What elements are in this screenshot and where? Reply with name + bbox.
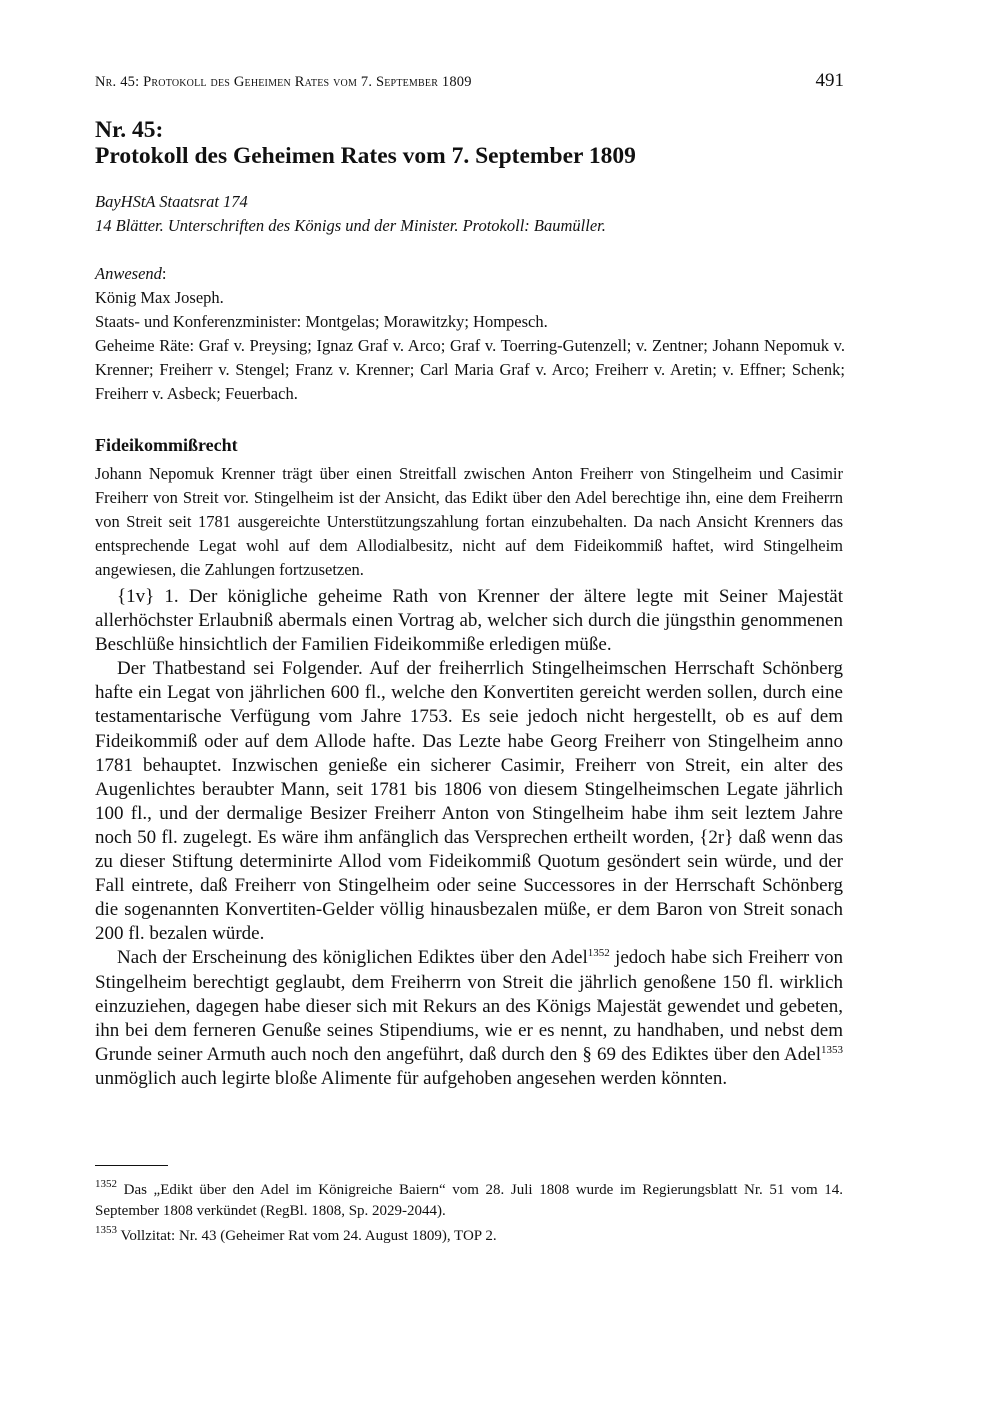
footnote-reference[interactable]: 1352 xyxy=(587,947,610,960)
attendance-list xyxy=(95,262,845,406)
footnote-reference[interactable]: 1353 xyxy=(821,1043,843,1056)
section-heading: Fideikommißrecht xyxy=(95,435,238,455)
attendance-label-colon: : xyxy=(161,264,167,283)
document-number: Nr. 45: xyxy=(95,117,164,143)
document-title xyxy=(95,117,855,169)
attendance-label: Anwesend xyxy=(95,264,162,283)
footnote-item xyxy=(95,1180,843,1222)
page-number: 491 xyxy=(815,70,844,91)
protocol-body xyxy=(95,585,843,1091)
footnote-text: Vollzitat: Nr. 43 (Geheimer Rat vom 24. August 1809), TOP 2. xyxy=(117,1228,497,1244)
attendee-ministers: Staats- und Konferenzminister: Montgelas; Morawitzky; Hompesch. xyxy=(95,312,548,331)
body-text-segment: jedoch habe sich Freiherr von Stingelheim berechtigt geglaubt, dem Freiherrn von Streit die jährlich genoßene 150 fl. wirklich einzuziehen, dagegen habe dieser sich mit Rekurs an des Königs Majestät gewendet und gebeten, ihn bei dem ferneren Genuße seines Stipendiums, wie er es nennt, zu handhaben, und nebst dem Grunde seiner Armuth auch noch den angeführt, daß durch den § 69 des Ediktes über den Adel xyxy=(95,947,844,1065)
body-paragraph: Der Thatbestand sei Folgender. Auf der freiherrlich Stingelheimschen Herrschaft Schönberg hafte ein Legat von jährlichen 600 fl., welche den Konvertiten gereicht werden sollen, durch eine testamentarische Verfügung vom Jahre 1753. Es seie jedoch nicht hergestellt, ob es auf dem Fideikommiß oder auf dem Allode hafte. Das Lezte habe Georg Freiherr von Stingelheim anno 1781 behauptet. Inzwischen genieße ein sicherer Casimir, Freiherr von Streit, ein alter des Augenlichtes beraubter Mann, seit 1781 bis 1806 von diesem Stingelheimschen Legate jährlich 100 fl., und der dermalige Besizer Freiherr Anton von Stingelheim habe ihm seit leztem Jahre noch 50 fl. zugelegt. Es wäre ihm anfänglich das Versprechen ertheilt worden, {2r} daß wenn das zu dieser Stiftung determinirte Allod vom Fideikommiß Quotum gesöndert sein würde, und der Fall eintrete, daß Freiherr von Stingelheim oder seine Successores in der Herrschaft Schönberg die sogenannten Konvertiten-Gelder völlig hinausbezalen müße, er dem Baron von Streit sonach 200 fl. bezalen würde. xyxy=(95,658,843,945)
footnote-divider xyxy=(95,1165,168,1166)
attendance-label-line xyxy=(95,262,845,286)
source-reference xyxy=(95,190,855,238)
section-summary: Johann Nepomuk Krenner trägt über einen Streitfall zwischen Anton Freiherr von Stingelheim und Casimir Freiherr von Streit vor. Stingelheim ist der Ansicht, das Edikt über den Adel berechtige ihn, eine dem Freiherrn von Streit seit 1781 ausgereichte Unterstützungszahlung fortan einzubehalten. Da nach Ansicht Krenners das entsprechende Legat wohl auf dem Allodialbesitz, nicht auf dem Fideikommiß haftet, wird Stingelheim angewiesen, die Zahlungen fortzusetzen. xyxy=(95,464,843,579)
body-text-segment: Nach der Erscheinung des königlichen Ediktes über den Adel xyxy=(117,947,588,969)
footnote-item xyxy=(95,1226,843,1247)
body-paragraph xyxy=(95,946,843,1091)
source-description: 14 Blätter. Unterschriften des Königs und der Minister. Protokoll: Baumüller. xyxy=(95,216,606,235)
body-text-segment: unmöglich auch legirte bloße Alimente für aufgehoben angesehen werden könnten. xyxy=(95,1067,728,1089)
body-paragraph: {1v} 1. Der königliche geheime Rath von Krenner der ältere legte mit Seiner Majestät allerhöchster Erlaubniß abermals einen Vortrag ab, welcher sich durch die jüngsthin genommenen Beschlüße hinsichtlich der Familien Fideikommiße erledigen müße. xyxy=(95,586,843,656)
footnote-number: 1352 xyxy=(95,1178,117,1190)
document-subtitle: Protokoll des Geheimen Rates vom 7. September 1809 xyxy=(95,143,636,169)
running-head: Nr. 45: Protokoll des Geheimen Rates vom 7. September 1809 xyxy=(95,74,472,90)
archive-signature: BayHStA Staatsrat 174 xyxy=(95,192,248,211)
footnote-text: Das „Edikt über den Adel im Königreiche Baiern“ vom 28. Juli 1808 wurde im Regierungsblatt Nr. 51 vom 14. September 1808 verkündet (RegBl. 1808, Sp. 2029-2044). xyxy=(95,1182,843,1219)
footnote-number: 1353 xyxy=(95,1224,117,1236)
attendee-king: König Max Joseph. xyxy=(95,288,224,307)
attendee-councillors: Geheime Räte: Graf v. Preysing; Ignaz Graf v. Arco; Graf v. Toerring-Gutenzell; v. Zentner; Johann Nepomuk v. Krenner; Freiherr v. Stengel; Franz v. Krenner; Carl Maria Graf v. Arco; Freiherr v. Aretin; v. Effner; Schenk; Freiherr v. Asbeck; Feuerbach. xyxy=(95,336,845,403)
footnotes xyxy=(95,1180,843,1247)
